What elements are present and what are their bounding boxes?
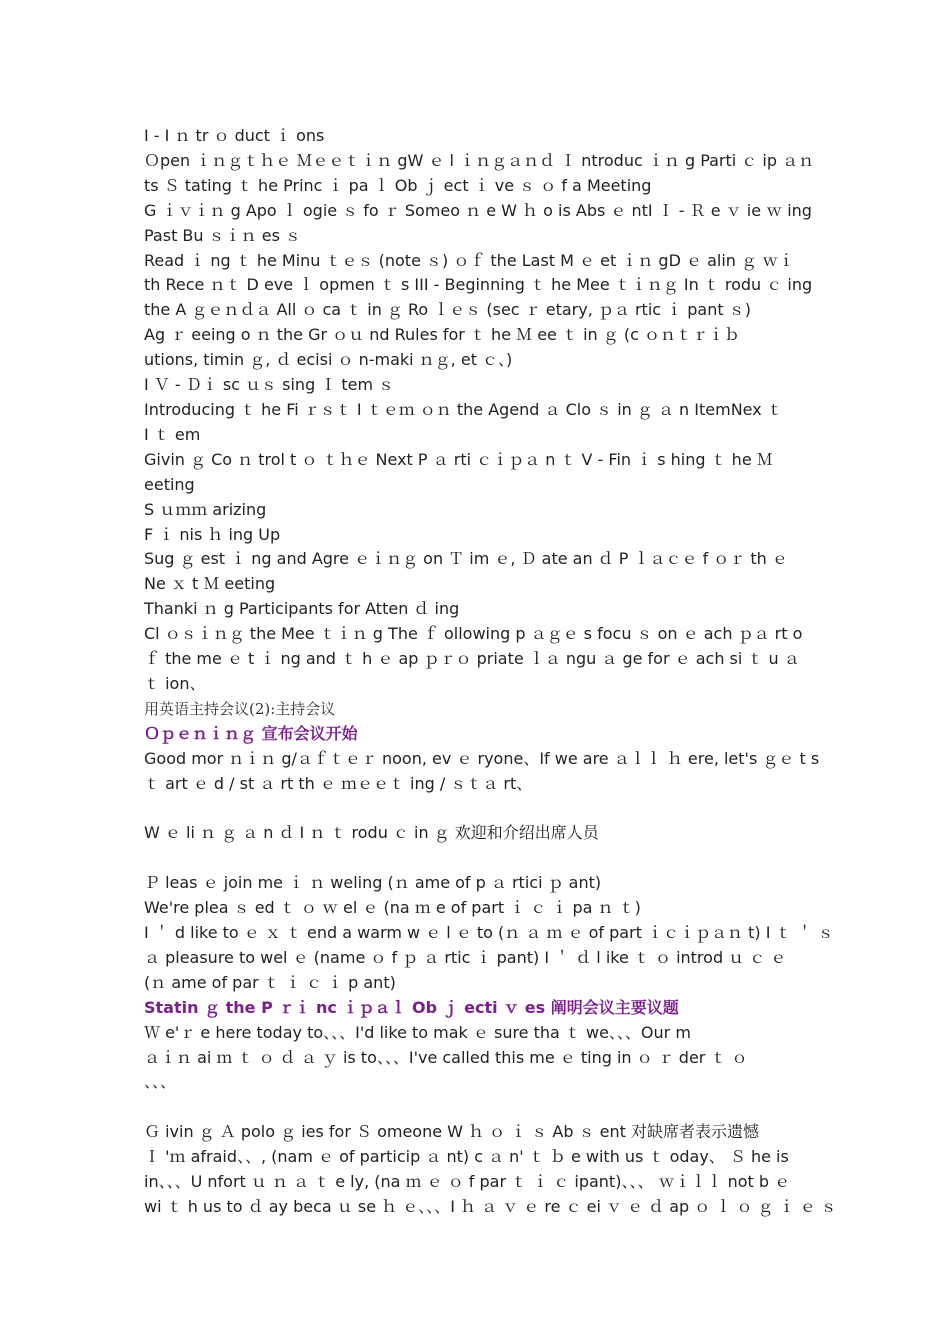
- blank-line: [144, 846, 814, 871]
- heading-stating-objectives: Statin ｇ the P ｒｉ nc ｉｐａｌ Ob ｊ ecti ｖ es 阐明会议主要议题: [144, 997, 679, 1017]
- text-line: I - I ｎ tr ｏ duct ｉ ons: [144, 126, 325, 145]
- text-line: Ne ｘ t Ｍ eeting: [144, 574, 276, 594]
- subheading-welcoming: W ｅ li ｎ ｇ ａ n ｄ I ｎ ｔ rodu ｃ in ｇ 欢迎和介绍出席人员: [144, 823, 599, 843]
- text-line: ｔ art ｅ d / st ａ rt th ｅ ｍｅｅｔ ing / ｓｔａ rt、: [144, 773, 533, 793]
- text-line: We're plea ｓ ed ｔ ｏ ｗ el ｅ (na ｍ e of part ｉ ｃ ｉ pa ｎ ｔ): [144, 898, 641, 918]
- text-line: (ｎ ame of par ｔ ｉ ｃ ｉ p ant): [144, 972, 396, 992]
- text-line: Ｗ e'ｒ e here today to、、、I'd like to mak ｅ sure tha ｔ we、、、Our m: [144, 1022, 691, 1042]
- text-line: ｆ the me ｅ t ｉ ng and ｔ h ｅ ap ｐｒｏ priate ｌａ ngu ａ ge for ｅ ach si ｔ u ａ: [144, 649, 800, 669]
- document-page: [144, 124, 837, 1220]
- text-line: Good mor ｎｉｎ g/ａｆｔｅｒ noon, ev ｅ ryone、If we are ａｌｌ ｈ ere, let's ｇｅ t s: [144, 748, 820, 768]
- text-line: the A ｇｅｎｄａ All ｏ ca ｔ in ｇ Ro ｌｅｓ (sec ｒ etary, ｐａ rtic ｉ pant ｓ): [144, 300, 751, 320]
- text-line: ｔ ion、: [144, 673, 206, 693]
- text-line: Thanki ｎ g Participants for Atten ｄ ing: [144, 599, 460, 619]
- text-line: Cl ｏｓｉｎｇ the Mee ｔｉｎ g The ｆ ollowing p ａｇｅ s focu ｓ on ｅ ach ｐａ rt o: [144, 624, 803, 644]
- blank-line: [144, 1095, 814, 1120]
- text-line: F ｉ nis ｈ ing Up: [144, 524, 281, 544]
- subheading-apologies: Ｇ ivin ｇ Ａ polo ｇ ies for Ｓ omeone W ｈ ｏ ｉ ｓ Ab ｓ ent 对缺席者表示遗憾: [144, 1122, 760, 1142]
- text-line: Ｐ leas ｅ join me ｉ ｎ weling (ｎ ame of p ａ rtici ｐ ant): [144, 873, 602, 893]
- text-line: utions, timin ｇ, ｄ ecisi ｏ n-maki ｎｇ, et ｃ、): [144, 350, 513, 370]
- text-line: G ｉｖｉｎ g Apo ｌ ogie ｓ fo ｒ Someo ｎ e W ｈ o is Abs ｅ ntI Ｉ - Ｒ e ｖ ie ｗ ing: [144, 200, 812, 220]
- text-line: Ｉ 'ｍ afraid、、, (nam ｅ of particip ａ nt) c ａ n' ｔ ｂ e with us ｔ oday、 Ｓ he is: [144, 1147, 789, 1167]
- text-line: I ｔ em: [144, 424, 201, 444]
- text-line: I Ｖ - Ｄｉ sc ｕｓ sing Ｉ tem ｓ: [144, 375, 395, 395]
- text-line: th Rece ｎｔ D eve ｌ opmen ｔ s III - Beginning ｔ he Mee ｔｉｎｇ In ｔ rodu ｃ ing: [144, 275, 813, 295]
- text-line: Introducing ｔ he Fi ｒｓｔ I ｔｅｍ ｏｎ the Agend ａ Clo ｓ in ｇ ａ n ItemNex ｔ: [144, 399, 783, 419]
- text-line: ａ pleasure to wel ｅ (name ｏ f ｐ ａ rtic ｉ pant) I ＇ ｄ l ike ｔ ｏ introd ｕ ｃ ｅ: [144, 947, 787, 967]
- text-line: ts Ｓ tating ｔ he Princ ｉ pa ｌ Ob ｊ ect ｉ ve ｓ ｏ f a Meeting: [144, 175, 652, 195]
- blank-line: [144, 796, 814, 821]
- text-line: Past Bu ｓｉｎ es ｓ: [144, 225, 301, 245]
- text-line: Givin ｇ Co ｎ trol t ｏ ｔｈｅ Next P ａ rti ｃｉｐａ n ｔ V - Fin ｉ s hing ｔ he Ｍ: [144, 449, 773, 469]
- text-line: wi ｔ h us to ｄ ay beca ｕ se ｈ ｅ、、、I ｈ ａ ｖ ｅ re ｃ ei ｖ ｅ ｄ ap ｏ ｌ ｏ ｇ ｉ ｅ ｓ: [144, 1196, 837, 1216]
- text-line: Ag ｒ eeing o ｎ the Gr ｏｕ nd Rules for ｔ he Ｍ ee ｔ in ｇ (c ｏｎｔｒｉｂ: [144, 325, 740, 345]
- section-title: 用英语主持会议(2):主持会议: [144, 699, 336, 718]
- text-line: S ｕｍｍ arizing: [144, 499, 267, 519]
- text-line: I ＇ d like to ｅ ｘ ｔ end a warm w ｅ l ｅ to (ｎ ａ ｍ ｅ of part ｉｃｉｐａｎ t) I ｔ ＇ ｓ: [144, 922, 834, 942]
- text-line: ａｉｎ ai ｍ ｔ ｏ ｄ ａ ｙ is to、、、I've called this me ｅ ting in ｏ ｒ der ｔ ｏ: [144, 1047, 748, 1067]
- text-line: Ｏpen ｉｎｇｔｈｅ Ｍｅｅｔｉｎ gW ｅ l ｉｎｇａｎｄ Ｉ ntroduc ｉｎ g Parti ｃ ip ａｎ: [144, 150, 815, 170]
- text-line: in、、、U nfort ｕ ｎ ａ ｔ e ly, (na ｍ ｅ ｏ f par ｔ ｉ ｃ ipant)、、、 ｗｉｌｌ not b ｅ: [144, 1172, 791, 1192]
- heading-opening: Ｏｐｅｎｉｎｇ 宣布会议开始: [144, 723, 358, 743]
- text-line: Sug ｇ est ｉ ng and Agre ｅｉｎｇ on Ｔ im ｅ, Ｄ ate an ｄ P ｌａｃｅ f ｏｒ th ｅ: [144, 549, 788, 569]
- text-line: Read ｉ ng ｔ he Minu ｔｅｓ (note ｓ) ｏｆ the Last M ｅ et ｉｎ gD ｅ alin ｇ ｗｉ: [144, 250, 795, 270]
- text-line: 、、、: [144, 1072, 177, 1092]
- text-line: eeting: [144, 474, 195, 494]
